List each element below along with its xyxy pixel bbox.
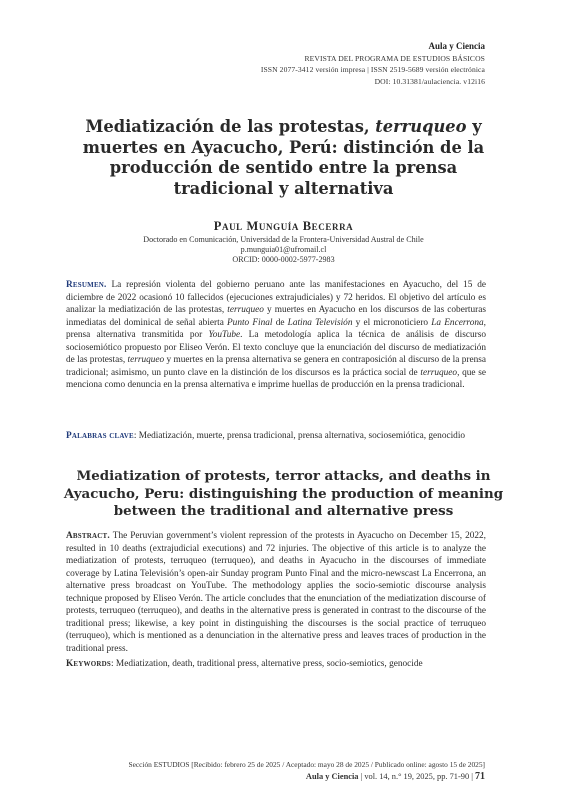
keywords-label: Keywords	[66, 659, 112, 669]
palabras-clave-text: : Mediatización, muerte, prensa tradicional, prensa alternativa, sociosemiótica, genocidio	[133, 431, 466, 441]
resumen-italic-3: Latina Televisión	[287, 317, 353, 328]
palabras-clave-paragraph	[66, 430, 486, 443]
footer-citation	[306, 771, 485, 782]
author-email: p.munguia01@ufromail.cl	[240, 245, 327, 255]
resumen-italic-7: terruqueo,	[420, 367, 460, 378]
resumen-italic-4: La Encerrona	[431, 317, 484, 328]
resumen-text-4: y el micronoticiero	[352, 317, 432, 328]
author-affiliation-block	[0, 235, 567, 266]
resumen-text-7: y muertes en la prensa alternativa se genera en contraposición al discurso de la prensa tradicional; asimismo, un punto clave en la distinción de los discursos es la práctica social de	[66, 355, 486, 378]
title-es-italic: terruqueo	[375, 117, 467, 136]
resumen-paragraph	[66, 279, 486, 392]
author-name: Paul Munguía Becerra	[213, 219, 354, 233]
keywords-paragraph	[66, 658, 486, 671]
resumen-text-5: , prensa alternativa transmitida por	[66, 317, 486, 340]
journal-program: REVISTA DEL PROGRAMA DE ESTUDIOS BÁSICOS	[304, 53, 485, 63]
footer-section-dates: Sección ESTUDIOS [Recibido: febrero 25 de 2025 / Aceptado: mayo 28 de 2025 / Publicado online: agosto 15 de 2025]	[128, 760, 485, 769]
journal-header	[261, 41, 485, 87]
resumen-italic-2: Punto Final	[227, 317, 273, 328]
author-orcid: ORCID: 0000-0002-5977-2983	[232, 255, 335, 265]
footer-journal: Aula y Ciencia	[305, 772, 359, 781]
title-es-part1: Mediatización de las protestas,	[85, 117, 376, 136]
resumen-italic-1: terruqueo	[227, 305, 264, 315]
article-title-english: Mediatization of protests, terror attacks, and deaths in Ayacucho, Peru: distinguishing the production of meaning between the traditional and alternative press	[63, 468, 504, 520]
palabras-clave-label: Palabras clave	[66, 431, 134, 441]
page-number: 71	[475, 771, 485, 782]
footer-volume: | vol. 14, n.° 19, 2025, pp. 71-90 |	[358, 772, 475, 781]
resumen-text-6: . La metodología aplica la técnica de análisis de discurso sociosemiótico propuesto por Eliseo Verón. El texto concluye que la enunciación del discurso de mediatización de las protestas,	[66, 330, 487, 365]
title-es-part2: y muertes en Ayacucho, Perú: distinción de la producción de sentido entre la prensa tradicional y alternativa	[82, 117, 485, 198]
abstract-paragraph	[66, 530, 486, 655]
resumen-text-2: y muertes en Ayacucho en los discursos de las coberturas inmediatas del dominical de señal abierta	[66, 305, 486, 328]
abstract-text: The Peruvian government’s violent repression of the protests in Ayacucho on December 15, 2022, resulted in 10 deaths (extrajudicial executions) and 72 injuries. The objective of this article is to analyze the mediatization of protests, terruqueo (terruqueo), and deaths in Ayacucho in the discourses of immediate coverage by Latina Televisión’s open-air Sunday program Punto Final and the micro-newscast La Encerrona, an alternative press broadcast on YouTube. The methodology applies the socio-semiotic discourse analysis technique proposed by Eliseo Verón. The article concludes that the enunciation of the mediatization discourse of protests, terruqueo (terruqueo), and deaths in the alternative press is generated in contrast to the discourse of the traditional press; likewise, a key point in distinguishing the discourses is the social practice of terruqueo (terruqueo), which is mentioned as a denunciation in the alternative press and leaves traces of production in the traditional press.	[66, 531, 486, 654]
resumen-text-1: La represión violenta del gobierno peruano ante las manifestaciones en Ayacucho, del 15 de diciembre de 2022 ocasionó 10 fallecidos (ejecuciones extrajudiciales) y 72 heridos. El objetivo del artículo es analizar la mediatización de las protestas,	[66, 280, 486, 315]
abstract-label: Abstract.	[66, 531, 110, 541]
journal-issn: ISSN 2077-3412 versión impresa | ISSN 2519-5689 versión electrónica	[260, 65, 485, 74]
resumen-italic-5: YouTube	[208, 330, 241, 340]
keywords-text: : Mediatization, death, traditional press, alternative press, socio-semiotics, genocide	[111, 659, 423, 669]
journal-doi: DOI: 10.31381/aulaciencia. v12i16	[374, 76, 485, 86]
resumen-label: Resumen.	[66, 280, 107, 290]
resumen-italic-6: terruqueo	[127, 355, 165, 365]
author-affiliation: Doctorado en Comunicación, Universidad de la Frontera-Universidad Austral de Chile	[143, 235, 424, 244]
journal-name: Aula y Ciencia	[428, 41, 485, 51]
article-title-spanish	[70, 117, 497, 199]
resumen-text-3: de	[272, 317, 288, 328]
resumen-text-8: que se menciona como denuncia en la prensa alternativa e imprime huellas de producción en la prensa tradicional.	[66, 367, 486, 390]
